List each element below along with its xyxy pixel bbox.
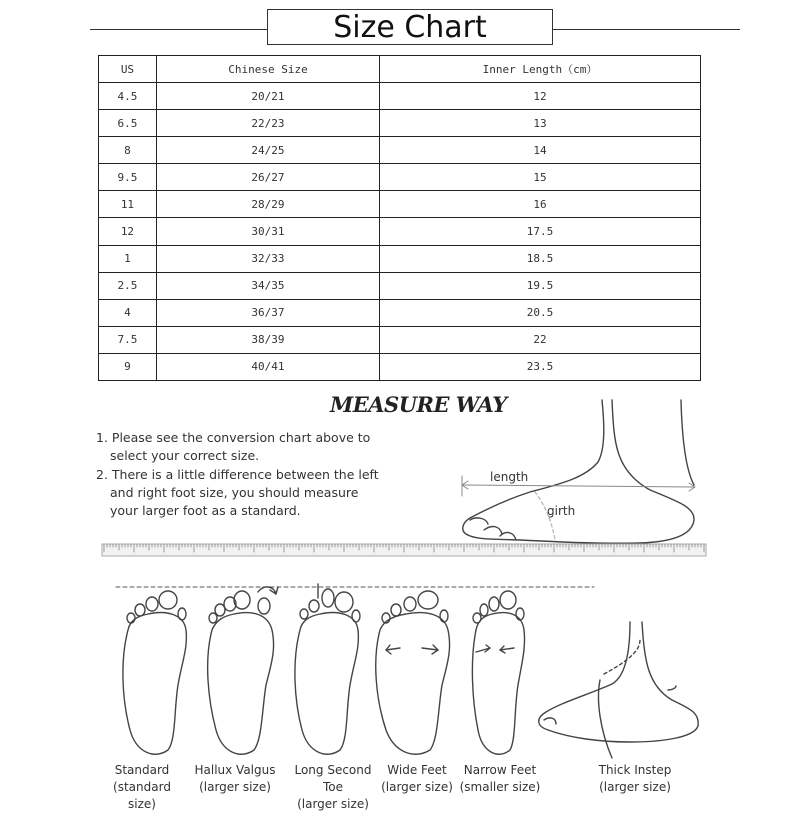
cell-us: 12 [99, 218, 157, 245]
cell-inner-length: 15 [380, 164, 701, 191]
foot-type-label [592, 762, 678, 796]
header-inner-length: Inner Length（cm） [380, 56, 701, 83]
foot-type-note: (standard size) [113, 780, 171, 811]
hallux-valgus-foot-icon [208, 587, 278, 754]
foot-type-note: (larger size) [199, 780, 271, 794]
foot-type-note: (larger size) [599, 780, 671, 794]
cell-inner-length: 20.5 [380, 299, 701, 326]
foot-type-name: Thick Instep [598, 763, 672, 777]
foot-type-note: (larger size) [297, 797, 369, 811]
instruction-1-line-1: 1. Please see the conversion chart above to [96, 430, 371, 445]
ruler-icon [102, 544, 706, 556]
foot-type-label [284, 762, 382, 813]
cell-chinese-size: 36/37 [156, 299, 379, 326]
cell-inner-length: 19.5 [380, 272, 701, 299]
cell-us: 8 [99, 137, 157, 164]
cell-chinese-size: 28/29 [156, 191, 379, 218]
cell-chinese-size: 30/31 [156, 218, 379, 245]
header-us: US [99, 56, 157, 83]
cell-us: 6.5 [99, 110, 157, 137]
page-title: Size Chart [267, 9, 553, 45]
instruction-2-line-1: 2. There is a little difference between the left [96, 467, 379, 482]
cell-us: 7.5 [99, 326, 157, 353]
cell-chinese-size: 24/25 [156, 137, 379, 164]
foot-type-note: (smaller size) [459, 780, 541, 794]
cell-inner-length: 22 [380, 326, 701, 353]
foot-type-label [194, 762, 276, 796]
foot-type-label [102, 762, 182, 813]
cell-us: 11 [99, 191, 157, 218]
cell-inner-length: 14 [380, 137, 701, 164]
cell-chinese-size: 22/23 [156, 110, 379, 137]
foot-type-name: Long Second Toe [294, 763, 372, 794]
foot-type-name: Wide Feet [387, 763, 447, 777]
foot-type-label [380, 762, 454, 796]
cell-us: 4.5 [99, 83, 157, 110]
cell-inner-length: 23.5 [380, 353, 701, 380]
cell-us: 9 [99, 353, 157, 380]
cell-chinese-size: 20/21 [156, 83, 379, 110]
foot-type-note: (larger size) [381, 780, 453, 794]
foot-type-name: Narrow Feet [463, 763, 537, 777]
foot-type-name: Standard [114, 763, 170, 777]
cell-us: 4 [99, 299, 157, 326]
cell-us: 9.5 [99, 164, 157, 191]
cell-inner-length: 18.5 [380, 245, 701, 272]
cell-inner-length: 12 [380, 83, 701, 110]
cell-chinese-size: 32/33 [156, 245, 379, 272]
length-label: length [490, 470, 529, 484]
cell-chinese-size: 40/41 [156, 353, 379, 380]
thick-instep-foot-icon [539, 622, 698, 758]
narrow-feet-foot-icon [472, 591, 524, 754]
long-second-toe-foot-icon [295, 584, 360, 754]
cell-chinese-size: 38/39 [156, 326, 379, 353]
measure-way-heading: MEASURE WAY [330, 392, 507, 417]
cell-us: 1 [99, 245, 157, 272]
girth-label: girth [547, 504, 576, 518]
standard-foot-icon [123, 591, 186, 754]
instruction-2-line-3: your larger foot as a standard. [110, 503, 301, 518]
instruction-2-line-2: and right foot size, you should measure [110, 485, 359, 500]
cell-inner-length: 13 [380, 110, 701, 137]
wide-feet-foot-icon [376, 591, 450, 754]
cell-us: 2.5 [99, 272, 157, 299]
header-chinese-size: Chinese Size [156, 56, 379, 83]
cell-chinese-size: 34/35 [156, 272, 379, 299]
cell-inner-length: 16 [380, 191, 701, 218]
cell-chinese-size: 26/27 [156, 164, 379, 191]
cell-inner-length: 17.5 [380, 218, 701, 245]
instruction-1-line-2: select your correct size. [110, 448, 260, 463]
foot-type-label [458, 762, 542, 796]
foot-type-name: Hallux Valgus [194, 763, 276, 777]
